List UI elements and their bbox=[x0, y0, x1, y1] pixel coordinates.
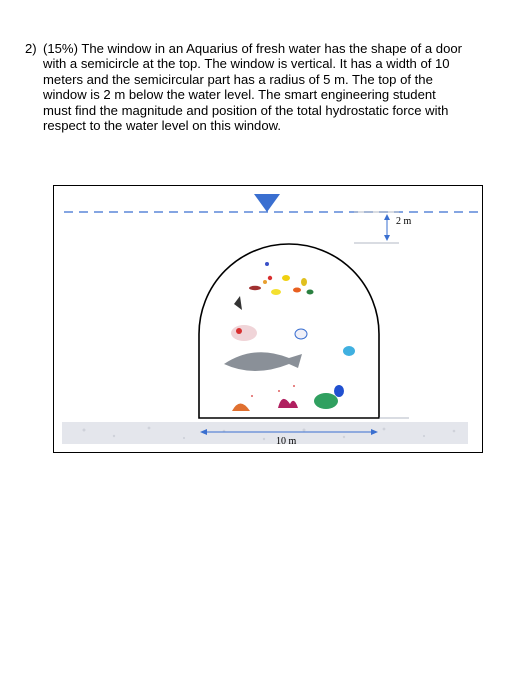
ground-strip bbox=[62, 422, 468, 444]
problem-statement bbox=[25, 41, 465, 133]
depth-arrow-down bbox=[384, 235, 390, 241]
fish-illustrations bbox=[224, 262, 355, 411]
problem-number: 2) bbox=[25, 41, 37, 56]
window-outline bbox=[199, 244, 379, 418]
aquarium-window-figure bbox=[53, 185, 483, 453]
depth-label: 2 m bbox=[396, 216, 412, 227]
problem-text: (15%) The window in an Aquarius of fresh water has the shape of a door with a semicircle at the top. The window is vertical. It has a width of 10 meters and the semicircular part has a radius of 5 m. The top of the window is 2 m below the water level. The smart engineering student must find the magnitude and position of the total hydrostatic force with respect to the water level on this window. bbox=[43, 41, 463, 134]
width-label: 10 m bbox=[276, 436, 297, 447]
water-level-symbol bbox=[254, 194, 280, 212]
depth-arrow-up bbox=[384, 214, 390, 220]
